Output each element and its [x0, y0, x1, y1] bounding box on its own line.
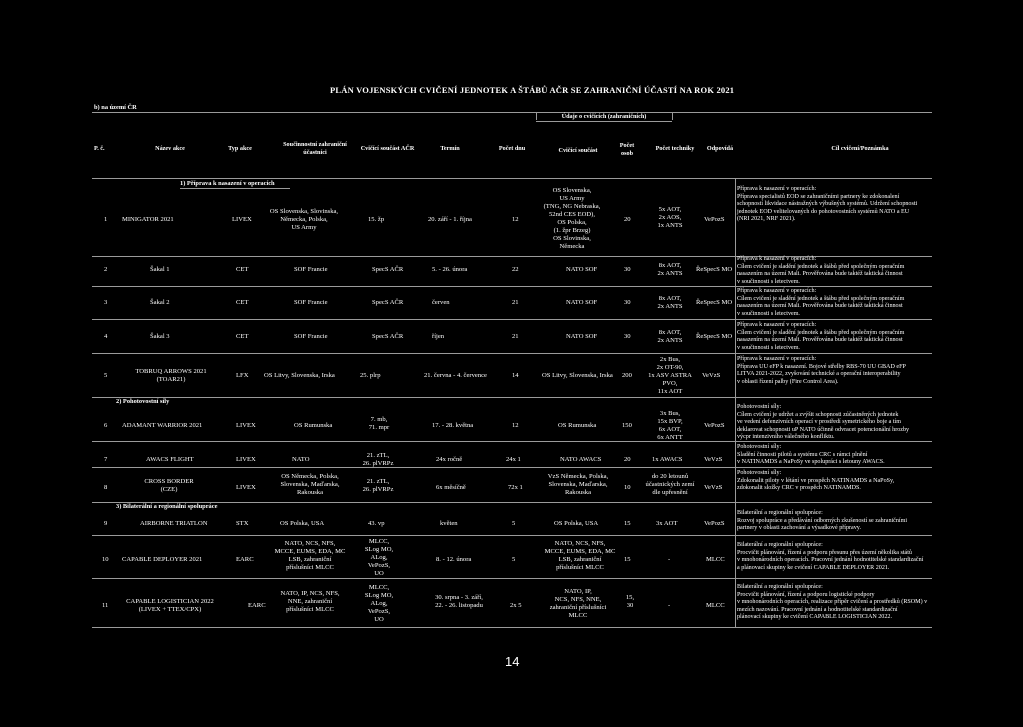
header-acr: Cvičící součást AČR [360, 145, 415, 152]
exercise-name: Šakal 3 [150, 333, 170, 340]
header-name: Název akce [155, 145, 185, 152]
exercise-note: Pohotovostní síly: Sladění činnosti pilotů a systému CRC s rámci plnění v NATINAMDS a NaPoSy ve spolupráci s letouny AWACS. [737, 444, 885, 466]
page-subtitle: b) na území ČR [94, 104, 137, 111]
exercise-name: MINIGATOR 2021 [122, 216, 174, 223]
header-type: Typ akce [228, 145, 252, 152]
exercise-note: Příprava k nasazení v operacích: Cílem cvičení je sladění jednotek a štábu před společným operačním nasazením na území Mali. Prověřována bude taktéž taktická činnost v součinnosti s letectvem. [737, 322, 905, 351]
exercise-note: Pohotovostní síly: Cílem cvičení je udržet a zvýšit schopnosti zúčastněných jednotek ve vedení defenzivních operací v prostředí symetrického boje a tím deklarovat schopnosti uP NATO účinně odvracet potencionální hrozby výcpr intenzivního válečného konfliktu. [737, 404, 910, 441]
section-label: 2) Pohotovostní síly [116, 398, 170, 405]
exercise-name: ADAMANT WARRIOR 2021 [122, 422, 203, 429]
header-days: Počet dnu [498, 145, 526, 152]
exercise-name: Šakal 1 [150, 266, 170, 273]
table-top-line [92, 112, 932, 113]
exercise-name: AIRBORNE TRIATLON [140, 520, 208, 527]
exercise-note: Příprava k nasazení v operacích: Příprava UU eFP k nasazení. Bojové střelby RBS-70 UU GBAD eFP LITVA 2021-2022, zvyšování technické a operační interoperability v oblasti řízení palby (Fire Control Area). [737, 356, 906, 385]
exercise-note: Příprava k nasazení v operacích: Příprava specialistů EOD se zahraničními partnery ke zdokonalení schopností likvidace nástražných výbušných systémů. Udržení schopnosti jednotek EOD velitelovaných do pohotovostních systémů NATO a EU (NRI 2021, NRF 2021). [737, 186, 918, 223]
exercise-note: Bilaterální a regionální spolupráce: Rozvoj spolupráce a předávání odborných zkušeností se zahraničními partnery v oblasti zachování a výsadkové přípravy. [737, 510, 908, 532]
exercise-note: Příprava k nasazení v operacích: Cílem cvičení je sladění jednotek a štábu před společným operačním nasazením na území Mali. Prověřována bude taktéž taktická činnost v součinnosti s letectvem. [737, 288, 905, 317]
group-underline [536, 121, 672, 122]
exercise-name: CAPABLE DEPLOYER 2021 [122, 556, 203, 563]
header-unit: Cvičící součást [558, 147, 598, 154]
section-label: 1) Příprava k nasazení v operacích [180, 180, 275, 187]
note-column-divider [735, 178, 736, 627]
exercise-note: Bilaterální a regionální spolupráce: Procvičit plánování, řízení a podporu logistické podpory v mnohonárodních operacích, realizace přípěr cvičení a prostředků (RSOM) v mezích nazování. Pracovní jednání a hodnotitelské standardizační plánovací skupiny ke cvičení CAPABLE LOGISTICIAN 2022. [737, 584, 928, 621]
header-term: Termín [440, 145, 460, 152]
exercise-note: Pohotovostní síly: Zdokonalit piloty v létání ve prospěch NATINAMDS a NaPoSy, zdokonalit složky CRC v prospěch NATINAMDS. [737, 470, 895, 492]
exercise-note: Bilaterální a regionální spolupráce: Procvičit plánování, řízení a podporu přesunu přes území několika států v mnohonárodních operacích. Pracovní jednání hodnotitelské standardizační a plánovací skupiny ke cvičení CAPABLE DEPLOYER 2021. [737, 542, 924, 571]
exercise-name: AWACS FLIGHT [146, 456, 194, 463]
header-pc: P. č. [94, 145, 105, 152]
section-label: 3) Bilaterální a regionální spolupráce [116, 503, 218, 510]
header-resp: Odpovídá [706, 145, 734, 152]
page-number: 14 [505, 654, 520, 669]
header-foreign: Součinnostní zahraniční účastníci [283, 141, 347, 156]
header-tech: Počet techniky [655, 145, 695, 152]
header-bottom-line [92, 178, 932, 179]
page-title: PLÁN VOJENSKÝCH CVIČENÍ JEDNOTEK A ŠTÁBŮ AČR SE ZAHRANIČNÍ ÚČASTÍ NA ROK 2021 [330, 85, 735, 95]
exercise-name: TOBRUQ ARROWS 2021 (TOAR21) [135, 368, 207, 383]
exercise-name: CROSS BORDER (CZE) [144, 478, 194, 493]
header-goal: Cíl cvičení/Poznámka [831, 145, 889, 152]
exercise-name: CAPABLE LOGISTICIAN 2022 (LIVEX + TTEX/CPX) [126, 598, 214, 613]
exercise-note: Příprava k nasazení v operacích: Cílem cvičení je sladění jednotek a štábů před společným operačním nasazením na území Mali. Prověřována bude taktéž taktická činnost v součinnosti s letectvem. [737, 256, 905, 285]
header-persons: Počet osob [619, 142, 635, 157]
header-group-label: Údaje o cvičících (zahraničních) [561, 113, 647, 120]
exercise-name: Šakal 2 [150, 299, 170, 306]
